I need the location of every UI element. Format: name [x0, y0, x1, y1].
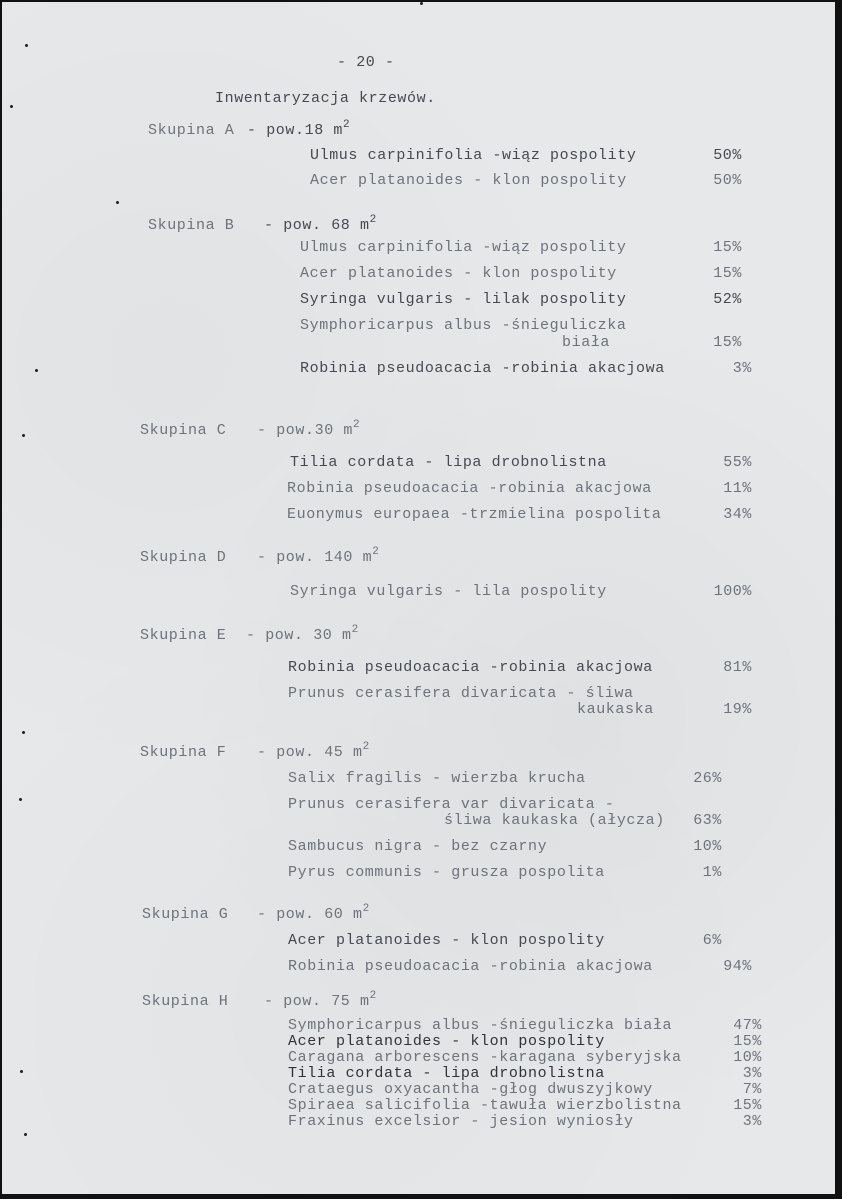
group-h-item-7: Fraxinus excelsior - jesion wyniosły — [288, 1113, 634, 1130]
group-h-area: - pow. 75 $m^2$ — [264, 990, 377, 1010]
group-a-area: - pow.18 $m^2$ — [247, 119, 351, 139]
group-c-item-1: Tilia cordata - lipa drobnolistna — [290, 454, 607, 471]
group-h-item-2: Acer platanoides - klon pospolity — [288, 1033, 605, 1050]
group-c-label: Skupina C — [140, 422, 227, 439]
group-g-item-1-pct: 6% — [702, 932, 722, 949]
margin-speck — [35, 369, 38, 372]
group-d-label: Skupina D — [140, 549, 227, 566]
group-h-item-1: Symphoricarpus albus -śnieguliczka biała — [288, 1017, 673, 1034]
group-c-area: - pow.30 $m^2$ — [257, 419, 361, 439]
group-h-item-3-pct: 10% — [733, 1049, 762, 1066]
page-title: Inwentaryzacja krzewów. — [215, 90, 436, 107]
margin-speck — [116, 201, 119, 204]
group-g-item-2: Robinia pseudoacacia -robinia akacjowa — [288, 958, 653, 975]
group-c-item-3: Euonymus europaea -trzmielina pospolita — [287, 506, 662, 523]
group-b-area: - pow. 68 $m^2$ — [264, 214, 377, 234]
margin-speck — [25, 44, 28, 47]
group-h-item-5-pct: 7% — [742, 1081, 762, 1098]
margin-speck — [22, 731, 25, 734]
group-e-item-1-pct: 81% — [723, 659, 752, 676]
group-d-item-1: Syringa vulgaris - lila pospolity — [290, 583, 607, 600]
margin-speck — [20, 1070, 23, 1073]
group-h-item-5: Crataegus oxyacantha -głog dwuszyjkowy — [288, 1081, 653, 1098]
group-h-item-1-pct: 47% — [733, 1017, 762, 1034]
group-f-item-3-pct: 10% — [693, 838, 722, 855]
group-f-item-2: Prunus cerasifera var divaricata - — [288, 796, 615, 813]
group-f-item-4-pct: 1% — [702, 864, 722, 881]
group-c-item-2: Robinia pseudoacacia -robinia akacjowa — [287, 480, 652, 497]
group-b-item-5: Robinia pseudoacacia -robinia akacjowa — [300, 360, 665, 377]
group-h-item-7-pct: 3% — [742, 1113, 762, 1130]
group-h-item-4: Tilia cordata - lipa drobnolistna — [288, 1065, 605, 1082]
group-b-item-5-pct: 3% — [732, 360, 752, 377]
group-e-item-2-pct: 19% — [723, 701, 752, 718]
group-g-item-2-pct: 94% — [723, 958, 752, 975]
group-b-item-4-pct: 15% — [713, 334, 742, 351]
group-e-label: Skupina E — [140, 627, 227, 644]
group-f-item-2-pct: 63% — [693, 812, 722, 829]
group-e-item-1: Robinia pseudoacacia -robinia akacjowa — [288, 659, 653, 676]
margin-speck — [22, 434, 25, 437]
group-h-item-2-pct: 15% — [733, 1033, 762, 1050]
group-h-label: Skupina H — [142, 993, 229, 1010]
group-e-item-2: Prunus cerasifera divaricata - śliwa — [288, 685, 634, 702]
group-f-area: - pow. 45 $m^2$ — [257, 741, 370, 761]
margin-speck — [24, 1133, 27, 1136]
group-a-item-2: Acer platanoides - klon pospolity — [310, 172, 627, 189]
group-b-item-2-pct: 15% — [713, 265, 742, 282]
margin-speck — [19, 798, 22, 801]
group-d-item-1-pct: 100% — [713, 583, 752, 600]
group-f-item-3: Sambucus nigra - bez czarny — [288, 838, 548, 855]
group-f-item-2-cont: śliwa kaukaska (ałycza) — [444, 812, 665, 829]
group-b-item-4-cont: biała — [562, 334, 611, 351]
group-f-label: Skupina F — [140, 744, 227, 761]
group-f-item-1: Salix fragilis - wierzba krucha — [288, 770, 586, 787]
group-e-area: - pow. 30 $m^2$ — [246, 624, 359, 644]
group-g-area: - pow. 60 $m^2$ — [257, 903, 370, 923]
group-a-label: Skupina A — [148, 122, 235, 139]
group-c-item-2-pct: 11% — [723, 480, 752, 497]
group-b-label: Skupina B — [148, 217, 235, 234]
group-c-item-1-pct: 55% — [723, 454, 752, 471]
group-b-item-3: Syringa vulgaris - lilak pospolity — [300, 291, 627, 308]
document-page — [2, 2, 835, 1194]
group-a-item-1: Ulmus carpinifolia -wiąz pospolity — [310, 147, 637, 164]
group-b-item-2: Acer platanoides - klon pospolity — [300, 265, 617, 282]
group-h-item-3: Caragana arborescens -karagana syberyjska — [288, 1049, 682, 1066]
margin-speck — [420, 2, 423, 5]
group-b-item-3-pct: 52% — [713, 291, 742, 308]
group-c-item-3-pct: 34% — [723, 506, 752, 523]
group-h-item-6: Spiraea salicifolia -tawuła wierzbolistna — [288, 1097, 682, 1114]
group-h-item-4-pct: 3% — [742, 1065, 762, 1082]
group-b-item-1: Ulmus carpinifolia -wiąz pospolity — [300, 239, 627, 256]
group-g-label: Skupina G — [142, 906, 229, 923]
margin-speck — [10, 105, 13, 108]
group-b-item-4: Symphoricarpus albus -śnieguliczka — [300, 317, 627, 334]
group-g-item-1: Acer platanoides - klon pospolity — [288, 932, 605, 949]
group-d-area: - pow. 140 $m^2$ — [257, 546, 380, 566]
group-b-item-1-pct: 15% — [713, 239, 742, 256]
group-a-item-1-pct: 50% — [713, 147, 742, 164]
page-number: - 20 - — [337, 54, 395, 71]
group-h-item-6-pct: 15% — [733, 1097, 762, 1114]
group-f-item-4: Pyrus communis - grusza pospolita — [288, 864, 605, 881]
group-e-item-2-cont: kaukaska — [577, 701, 654, 718]
group-f-item-1-pct: 26% — [693, 770, 722, 787]
group-a-item-2-pct: 50% — [713, 172, 742, 189]
